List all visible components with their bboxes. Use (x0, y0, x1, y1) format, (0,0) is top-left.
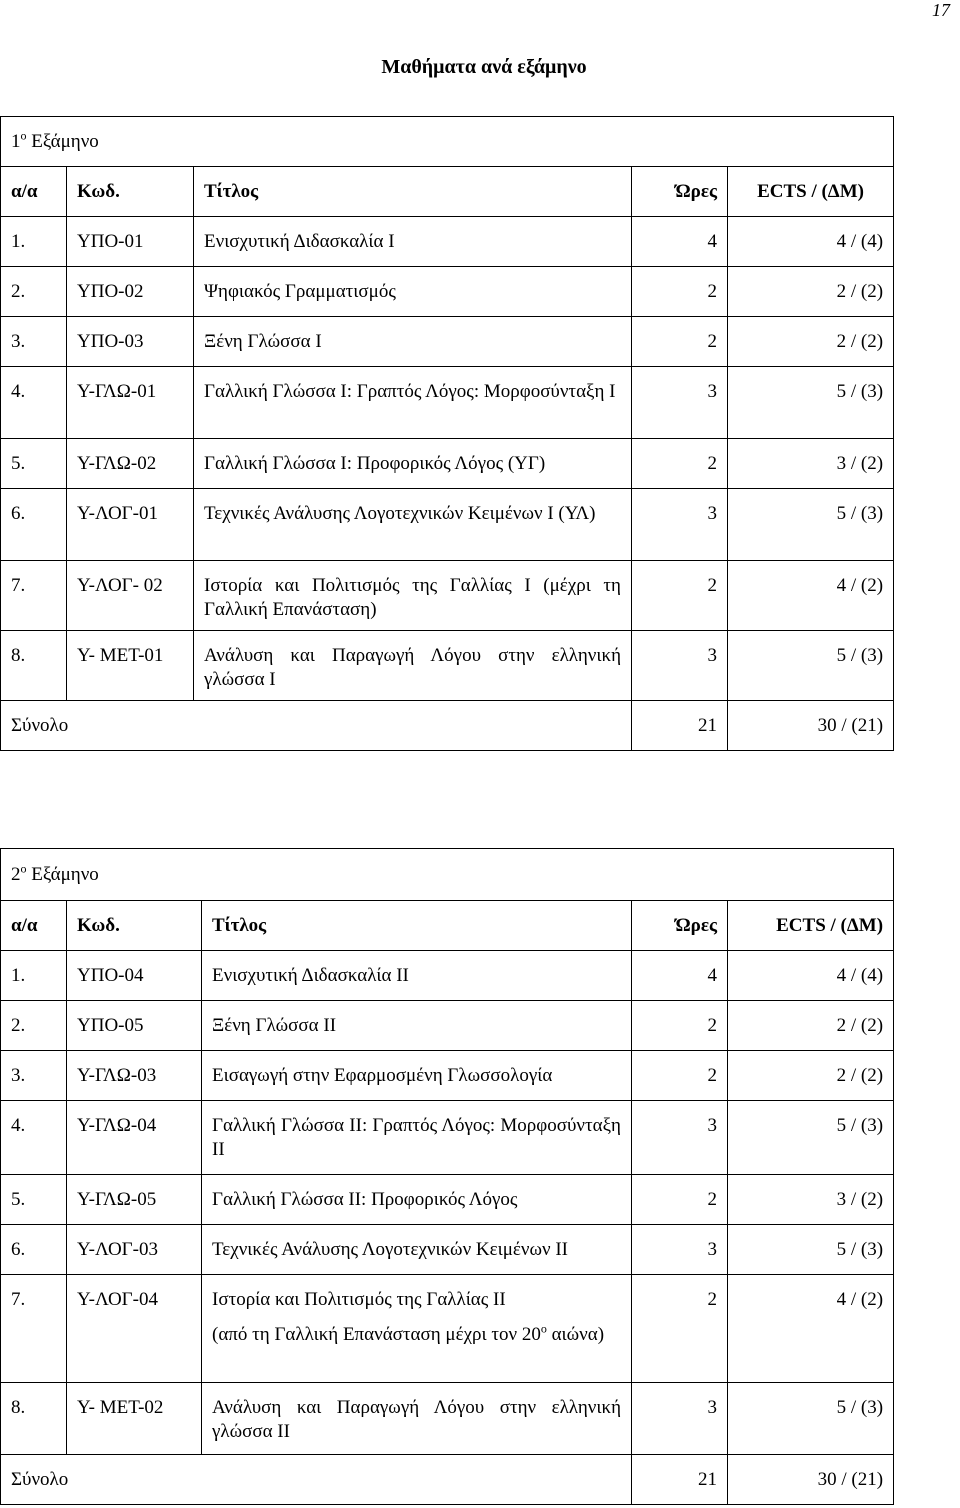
header-row (1, 167, 894, 217)
cell-title: Ενισχυτική Διδασκαλία Ι (194, 217, 632, 267)
cell-title: Ιστορία και Πολιτισμός της Γαλλίας Ι (μέχρι τη Γαλλική Επανάσταση) (194, 561, 632, 631)
cell-ects: 4 / (4) (728, 217, 894, 267)
cell-code: Υ-ΛΟΓ-04 (67, 1275, 202, 1383)
cell-title: Γαλλική Γλώσσα Ι: Προφορικός Λόγος (ΥΓ) (194, 439, 632, 489)
cell-aa: 3. (1, 317, 67, 367)
table-row (1, 631, 894, 701)
total-ects: 30 / (21) (728, 1455, 894, 1505)
cell-aa: 8. (1, 631, 67, 701)
cell-code: ΥΠΟ-02 (67, 267, 194, 317)
cell-aa: 4. (1, 367, 67, 439)
cell-code: ΥΠΟ-01 (67, 217, 194, 267)
cell-aa: 3. (1, 1051, 67, 1101)
cell-title: Εισαγωγή στην Εφαρμοσμένη Γλωσσολογία (202, 1051, 632, 1101)
cell-code: Υ-ΛΟΓ-01 (67, 489, 194, 561)
cell-title: Ανάλυση και Παραγωγή Λόγου στην ελληνική γλώσσα ΙΙ (202, 1383, 632, 1455)
table-row (1, 951, 894, 1001)
cell-title: Γαλλική Γλώσσα ΙΙ: Προφορικός Λόγος (202, 1175, 632, 1225)
cell-aa: 4. (1, 1101, 67, 1175)
total-label: Σύνολο (1, 701, 632, 751)
cell-title: Ενισχυτική Διδασκαλία ΙΙ (202, 951, 632, 1001)
cell-aa: 6. (1, 1225, 67, 1275)
table-row (1, 217, 894, 267)
header-title: Τίτλος (202, 901, 632, 951)
cell-ects: 2 / (2) (728, 317, 894, 367)
header-aa: α/α (1, 167, 67, 217)
cell-aa: 6. (1, 489, 67, 561)
cell-hours: 3 (632, 367, 728, 439)
cell-hours: 3 (632, 1225, 728, 1275)
cell-code: Υ-ΓΛΩ-02 (67, 439, 194, 489)
cell-code: Υ-ΛΟΓ- 02 (67, 561, 194, 631)
table-row (1, 439, 894, 489)
header-ects: ECTS / (ΔΜ) (728, 167, 894, 217)
cell-title: Ανάλυση και Παραγωγή Λόγου στην ελληνική γλώσσα Ι (194, 631, 632, 701)
page-heading: Μαθήματα ανά εξάμηνο (381, 56, 587, 78)
cell-ects: 3 / (2) (728, 439, 894, 489)
semester-title: $1^o$ Εξάμηνο (1, 117, 894, 167)
cell-hours: 3 (632, 1383, 728, 1455)
cell-hours: 2 (632, 1275, 728, 1383)
semester-1-table (0, 116, 894, 751)
total-label: Σύνολο (1, 1455, 632, 1505)
cell-aa: 8. (1, 1383, 67, 1455)
cell-hours: 4 (632, 217, 728, 267)
semester-title-row (1, 117, 894, 167)
cell-aa: 7. (1, 1275, 67, 1383)
cell-hours: 3 (632, 1101, 728, 1175)
cell-title (202, 1275, 632, 1383)
total-hours: 21 (632, 701, 728, 751)
cell-title-main: Ιστορία και Πολιτισμός της Γαλλίας ΙΙ (212, 1289, 506, 1310)
cell-hours: 3 (632, 631, 728, 701)
table-row (1, 561, 894, 631)
cell-aa: 1. (1, 217, 67, 267)
page-number: 17 (932, 0, 950, 20)
cell-ects: 5 / (3) (728, 489, 894, 561)
cell-ects: 4 / (2) (728, 1275, 894, 1383)
cell-aa: 5. (1, 439, 67, 489)
table-row (1, 317, 894, 367)
header-code: Κωδ. (67, 167, 194, 217)
table-row (1, 367, 894, 439)
table-row (1, 1225, 894, 1275)
cell-hours: 2 (632, 317, 728, 367)
cell-code: ΥΠΟ-04 (67, 951, 202, 1001)
cell-aa: 2. (1, 267, 67, 317)
cell-code: Υ-ΓΛΩ-04 (67, 1101, 202, 1175)
cell-ects: 5 / (3) (728, 367, 894, 439)
header-title: Τίτλος (194, 167, 632, 217)
table-row (1, 1101, 894, 1175)
cell-ects: 4 / (2) (728, 561, 894, 631)
cell-title: Γαλλική Γλώσσα Ι: Γραπτός Λόγος: Μορφοσύνταξη Ι (194, 367, 632, 439)
cell-code: Υ-ΓΛΩ-03 (67, 1051, 202, 1101)
total-ects: 30 / (21) (728, 701, 894, 751)
cell-hours: 4 (632, 951, 728, 1001)
header-hours: Ώρες (632, 167, 728, 217)
cell-code: Υ-ΛΟΓ-03 (67, 1225, 202, 1275)
cell-aa: 2. (1, 1001, 67, 1051)
cell-ects: 2 / (2) (728, 1051, 894, 1101)
header-hours: Ώρες (632, 901, 728, 951)
cell-ects: 5 / (3) (728, 1225, 894, 1275)
header-row (1, 901, 894, 951)
semester-title-row (1, 849, 894, 901)
table-row (1, 1001, 894, 1051)
total-hours: 21 (632, 1455, 728, 1505)
cell-title: Ξένη Γλώσσα Ι (194, 317, 632, 367)
cell-code: Υ- ΜΕΤ-02 (67, 1383, 202, 1455)
cell-ects: 3 / (2) (728, 1175, 894, 1225)
cell-hours: 3 (632, 489, 728, 561)
cell-ects: 2 / (2) (728, 1001, 894, 1051)
header-aa: α/α (1, 901, 67, 951)
semester-title: $2^o$ Εξάμηνο (1, 849, 894, 901)
cell-code: Υ-ΓΛΩ-05 (67, 1175, 202, 1225)
cell-aa: 1. (1, 951, 67, 1001)
total-row (1, 1455, 894, 1505)
cell-hours: 2 (632, 439, 728, 489)
cell-aa: 5. (1, 1175, 67, 1225)
cell-code: Υ-ΓΛΩ-01 (67, 367, 194, 439)
table-row (1, 1175, 894, 1225)
table-row (1, 489, 894, 561)
table-row (1, 1383, 894, 1455)
total-row (1, 701, 894, 751)
cell-aa: 7. (1, 561, 67, 631)
table-row (1, 1051, 894, 1101)
cell-code: ΥΠΟ-05 (67, 1001, 202, 1051)
cell-ects: 2 / (2) (728, 267, 894, 317)
header-code: Κωδ. (67, 901, 202, 951)
semester-2-table (0, 848, 894, 1505)
cell-code: ΥΠΟ-03 (67, 317, 194, 367)
cell-code: Υ- ΜΕΤ-01 (67, 631, 194, 701)
cell-hours: 2 (632, 561, 728, 631)
cell-hours: 2 (632, 1051, 728, 1101)
cell-title-note: (από τη Γαλλική Επανάσταση μέχρι τον $20^o$ αιώνα) (212, 1321, 605, 1345)
cell-hours: 2 (632, 267, 728, 317)
cell-title: Τεχνικές Ανάλυσης Λογοτεχνικών Κειμένων ΙΙ (202, 1225, 632, 1275)
cell-title: Γαλλική Γλώσσα ΙΙ: Γραπτός Λόγος: Μορφοσύνταξη ΙΙ (202, 1101, 632, 1175)
cell-title: Τεχνικές Ανάλυσης Λογοτεχνικών Κειμένων Ι (ΥΛ) (194, 489, 632, 561)
table-row (1, 267, 894, 317)
cell-title: Ξένη Γλώσσα ΙΙ (202, 1001, 632, 1051)
cell-ects: 4 / (4) (728, 951, 894, 1001)
table-row (1, 1275, 894, 1383)
cell-ects: 5 / (3) (728, 631, 894, 701)
cell-ects: 5 / (3) (728, 1383, 894, 1455)
header-ects: ECTS / (ΔΜ) (728, 901, 894, 951)
cell-ects: 5 / (3) (728, 1101, 894, 1175)
cell-hours: 2 (632, 1175, 728, 1225)
cell-hours: 2 (632, 1001, 728, 1051)
cell-title: Ψηφιακός Γραμματισμός (194, 267, 632, 317)
